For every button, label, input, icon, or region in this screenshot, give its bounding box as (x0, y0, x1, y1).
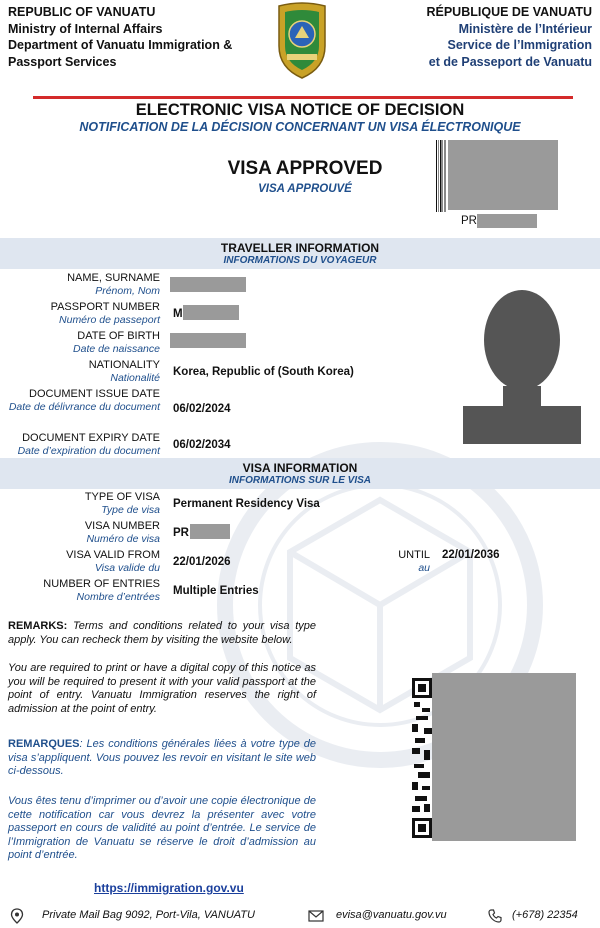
field-label-passport (0, 301, 160, 327)
remarques-notice-fr: Vous êtes tenu d’imprimer ou d’avoir une copie électronique de cette notification car vous devrez la présenter avec votre passeport en cours de validité au point d’entrée. Le service de l’Immigration de Vanuatu se réserve le droit d’admission au point d’entrée. (8, 795, 316, 861)
redacted-block (477, 214, 537, 228)
redacted-qr-block (432, 673, 576, 841)
label-en: TYPE OF VISA (84, 491, 160, 503)
header-divider (33, 96, 573, 99)
remarks-notice-en: You are required to print or have a digital copy of this notice as you will be required to present it with your valid passport at the point of entry. Vanuatu Immigration reserves the right of admission at the point of entry. (8, 662, 316, 715)
visa-type-value: Permanent Residency Visa (173, 498, 320, 510)
label-fr: Date d’expiration du document (17, 445, 160, 457)
label-fr: Date de délivrance du document (8, 401, 160, 413)
field-label-name (0, 272, 160, 298)
footer-address: Private Mail Bag 9092, Port-Vila, VANUATU (42, 909, 255, 921)
barcode-strip (436, 140, 446, 212)
email-icon (308, 909, 324, 923)
label-fr: Nombre d’entrées (76, 591, 160, 603)
remarks-en (8, 620, 316, 647)
label-fr: au (418, 562, 430, 574)
header-left (8, 4, 232, 70)
field-label-expiry-date (0, 432, 160, 458)
field-label-visa-type (0, 491, 160, 517)
header-left-line: Passport Services (8, 54, 117, 69)
header-right-line: Service de l’Immigration (447, 38, 592, 52)
field-label-visa-number (0, 520, 160, 546)
label-en: DOCUMENT EXPIRY DATE (22, 432, 160, 444)
label-fr: Type de visa (101, 504, 160, 516)
header-left-line: Ministry of Internal Affairs (8, 21, 163, 36)
visa-status-fr: VISA APPROUVÉ (258, 183, 352, 195)
issue-date-value: 06/02/2024 (173, 403, 231, 415)
passport-number-value: M (173, 308, 183, 320)
field-label-dob (0, 330, 160, 356)
qr-code-icon (412, 678, 432, 838)
header-left-line: Department of Vanuatu Immigration & (8, 38, 233, 52)
footer-email[interactable]: evisa@vanuatu.gov.vu (336, 909, 447, 921)
nationality-value: Korea, Republic of (South Korea) (173, 366, 354, 378)
field-label-valid-from (0, 549, 160, 575)
immigration-website-link[interactable]: https://immigration.gov.vu (94, 881, 244, 895)
remarques-fr (8, 738, 316, 779)
section-heading: TRAVELLER INFORMATION (220, 241, 380, 255)
field-label-nationality (0, 359, 160, 385)
label-en: NUMBER OF ENTRIES (43, 578, 160, 590)
label-fr: Prénom, Nom (95, 285, 160, 297)
remarks-label: REMARKS: (8, 620, 68, 632)
section-heading-fr: INFORMATIONS SUR LE VISA (228, 475, 372, 486)
document-title-fr: NOTIFICATION DE LA DÉCISION CONCERNANT UN VISA ÉLECTRONIQUE (79, 120, 521, 134)
header-right (426, 4, 592, 70)
field-label-issue-date (0, 388, 160, 414)
section-heading-fr: INFORMATIONS DU VOYAGEUR (223, 255, 377, 266)
label-fr: Numéro de visa (86, 533, 160, 545)
label-fr: Numéro de passeport (59, 314, 160, 326)
label-en: UNTIL (398, 549, 430, 561)
document-title: ELECTRONIC VISA NOTICE OF DECISION (135, 101, 465, 119)
header-right-line: Ministère de l’Intérieur (458, 21, 592, 36)
label-fr: Nationalité (110, 372, 160, 384)
entries-value: Multiple Entries (173, 585, 259, 597)
valid-until-value: 22/01/2036 (442, 549, 500, 561)
remarques-label: REMARQUES (8, 738, 80, 750)
redacted-block (448, 140, 558, 210)
header-right-line: RÉPUBLIQUE DE VANUATU (426, 5, 592, 19)
redacted-name (170, 277, 246, 292)
remarques-text: : Les conditions générales liées à votre type de visa s’appliquent. Vous pouvez les revoir en visitant le site web ci-dessous. (8, 738, 316, 777)
visa-info-header (0, 458, 600, 489)
reference-prefix: PR (461, 215, 477, 227)
redacted-dob (170, 333, 246, 348)
traveller-info-header (0, 238, 600, 269)
label-en: DATE OF BIRTH (77, 330, 160, 342)
visa-number-value: PR (173, 527, 189, 539)
visa-status: VISA APPROVED (227, 158, 383, 179)
section-heading: VISA INFORMATION (242, 461, 358, 475)
vanuatu-crest-icon (275, 2, 329, 80)
valid-from-value: 22/01/2026 (173, 556, 231, 568)
label-en: VISA VALID FROM (66, 549, 160, 561)
label-fr: Visa valide du (94, 562, 160, 574)
label-en: VISA NUMBER (84, 520, 160, 532)
footer-phone: (+678) 22354 (512, 909, 578, 921)
label-en: NAME, SURNAME (67, 272, 160, 284)
expiry-date-value: 06/02/2034 (173, 439, 231, 451)
remarks-text: Terms and conditions related to your visa type apply. You can recheck them by visiting the website below. (8, 620, 316, 646)
redacted-visa-number (190, 524, 230, 539)
location-pin-icon (10, 908, 24, 924)
redacted-passport (183, 305, 239, 320)
label-en: DOCUMENT ISSUE DATE (29, 388, 160, 400)
field-label-until (340, 549, 430, 575)
header-right-line: et de Passeport de Vanuatu (428, 54, 592, 69)
label-en: NATIONALITY (88, 359, 160, 371)
label-fr: Date de naissance (73, 343, 160, 355)
field-label-entries (0, 578, 160, 604)
photo-silhouette-icon (455, 270, 589, 444)
phone-icon (488, 909, 502, 923)
header-left-line: REPUBLIC OF VANUATU (8, 5, 156, 19)
label-en: PASSPORT NUMBER (50, 301, 160, 313)
